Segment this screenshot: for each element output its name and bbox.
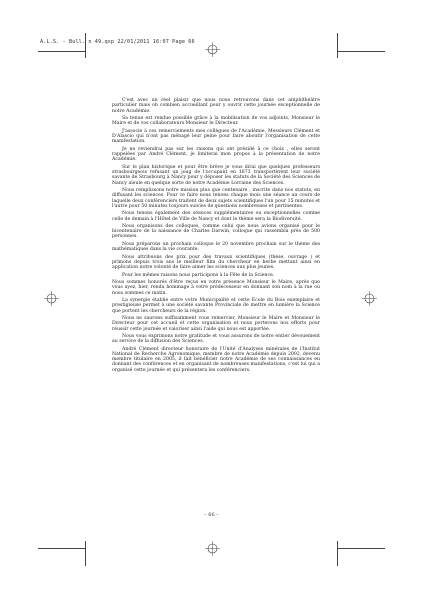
crop-mark-top-right-h bbox=[337, 51, 385, 52]
paragraph: Nous tenons également des séances supplémentaires ou exceptionnelles comme celle de demain à l'Hôtel de Ville de Nancy et dont le thème sera la Biodiversité. bbox=[112, 211, 320, 222]
paragraph: Nous attribuons des prix pour des travaux scientifiques (thèse, ouvrage ) et primons depuis trois ans le meilleur film du chercheur en herbe mettant ainsi en application notre volonté de faire aimer les sciences aux plus jeunes. bbox=[112, 254, 320, 271]
print-slug: A.L.S. - Bull. n 49.qxp 22/01/2011 16:07 Page 66 bbox=[40, 39, 195, 45]
paragraph: Nous vous exprimons notre gratitude et vous assurons de notre entier dévouement au service de la diffusion des Sciences. bbox=[112, 333, 320, 345]
paragraph: La synergie établie entre votre Municipalité et cette Ecole du Bois exemplaire et prestigieuse permet à une société savante Provinciale de mettre en lumière la Science que portent les chercheurs de la région. bbox=[112, 297, 320, 314]
registration-target-top bbox=[205, 42, 220, 57]
paragraph: Nous remplissons notre mission plus que centenaire , inscrite dans nos statuts, en diffusant les sciences. Pour ce faire nous tenons chaque mois une séance au cours de laquelle deux conférenciers traitent de deux sujets scientifiques l'un pour 15 minutes et l'autre pour 50 minutes toujours suivies de questions nombreuses et pertinentes. bbox=[112, 187, 320, 209]
paragraph: Nous sommes honorés d'être reçus en votre présence Monsieur le Maire, après que vous ayez, hier, rendu hommage à votre prédécesseur en donnant son nom à la rue où nous sommes ce matin. bbox=[112, 279, 320, 296]
crop-mark-bottom-right-v bbox=[337, 541, 338, 566]
paragraph: Nous préparons un prochain colloque le 20 novembre prochain sur le thème des mathématiques dans la vie courante. bbox=[112, 241, 320, 253]
body-text bbox=[112, 98, 320, 375]
paragraph: Sa tenue est rendue possible grâce à la mobilisation de vos adjoints, Monsieur le Maire et de vos collaborateurs Monsieur le Directeur. bbox=[112, 115, 320, 127]
paragraph: J'associe à ces remerciements mes collègues de l'Académie, Messieurs Clément et D'Alascio qui n'ont pas ménagé leur peine pour faire aboutir l'organisation de cette manifestation. bbox=[112, 128, 320, 145]
paragraph: Nous ne saurons suffisamment vous remercier, Monsieur le Maire et Monsieur le Directeur pour cet accueil et cette organisation et nous porterons nos efforts pour réussir cette journée et valoriser ainsi l'aide qui nous est apportée. bbox=[112, 315, 320, 332]
registration-target-right bbox=[362, 291, 377, 306]
paragraph: C'est avec un réel plaisir que nous nous retrouvons dans cet amphithéâtre particulier mais oh combien accueillant pour y ouvrir cette journée exceptionnelle de notre Académie. bbox=[112, 98, 320, 114]
paragraph: Sur le plan historique et pour être brève je vous dirai que quelques professeurs strasbourgeois refusant un joug de l'occupant en 1873 transportèrent leur société savante de Strasbourg à Nancy pour y déposer les statuts de la Société des Sciences de Nancy aïeule en quelque sorte de notre Académie Lorraine des Sciences. bbox=[112, 164, 320, 186]
crop-mark-top-right-v bbox=[337, 33, 338, 58]
paragraph: André Clément directeur honoraire de l'Unité d'Analyses minérales de l'Institut National de Recherche Agronomique, membre de notre Académie depuis 2002, devenu membre titulaire en 2005, il fait bénéficier notre Académie de ses connaissances en donnant des conférences et en organisant de nombreuses manifestations, c'est lui qui a organisé cette journée et qui présentera les conférenciers. bbox=[112, 346, 320, 373]
crop-mark-top-left-v bbox=[85, 33, 86, 58]
page-number: – 66 – bbox=[204, 512, 219, 518]
crop-mark-bottom-left-h bbox=[38, 548, 86, 549]
paragraph: Je ne reviendrai pas sur les raisons qui ont présidé à ce choix , elles seront rappelées par André Clément, je limiterai mon propos à la présentation de notre Académie. bbox=[112, 146, 320, 163]
registration-target-bottom bbox=[205, 541, 220, 556]
paragraph: Nous organisons des colloques, comme celui que nous avions organisé pour le bicentenaire de la naissance de Charles Darwin, colloque qui rassembla près de 500 personnes. bbox=[112, 223, 320, 240]
registration-target-left bbox=[44, 291, 59, 306]
paragraph: Pour les mêmes raisons nous participons à la Fête de la Science. bbox=[122, 272, 275, 278]
crop-mark-bottom-left-v bbox=[85, 541, 86, 566]
crop-mark-bottom-right-h bbox=[337, 548, 385, 549]
crop-mark-top-left-h bbox=[38, 51, 86, 52]
